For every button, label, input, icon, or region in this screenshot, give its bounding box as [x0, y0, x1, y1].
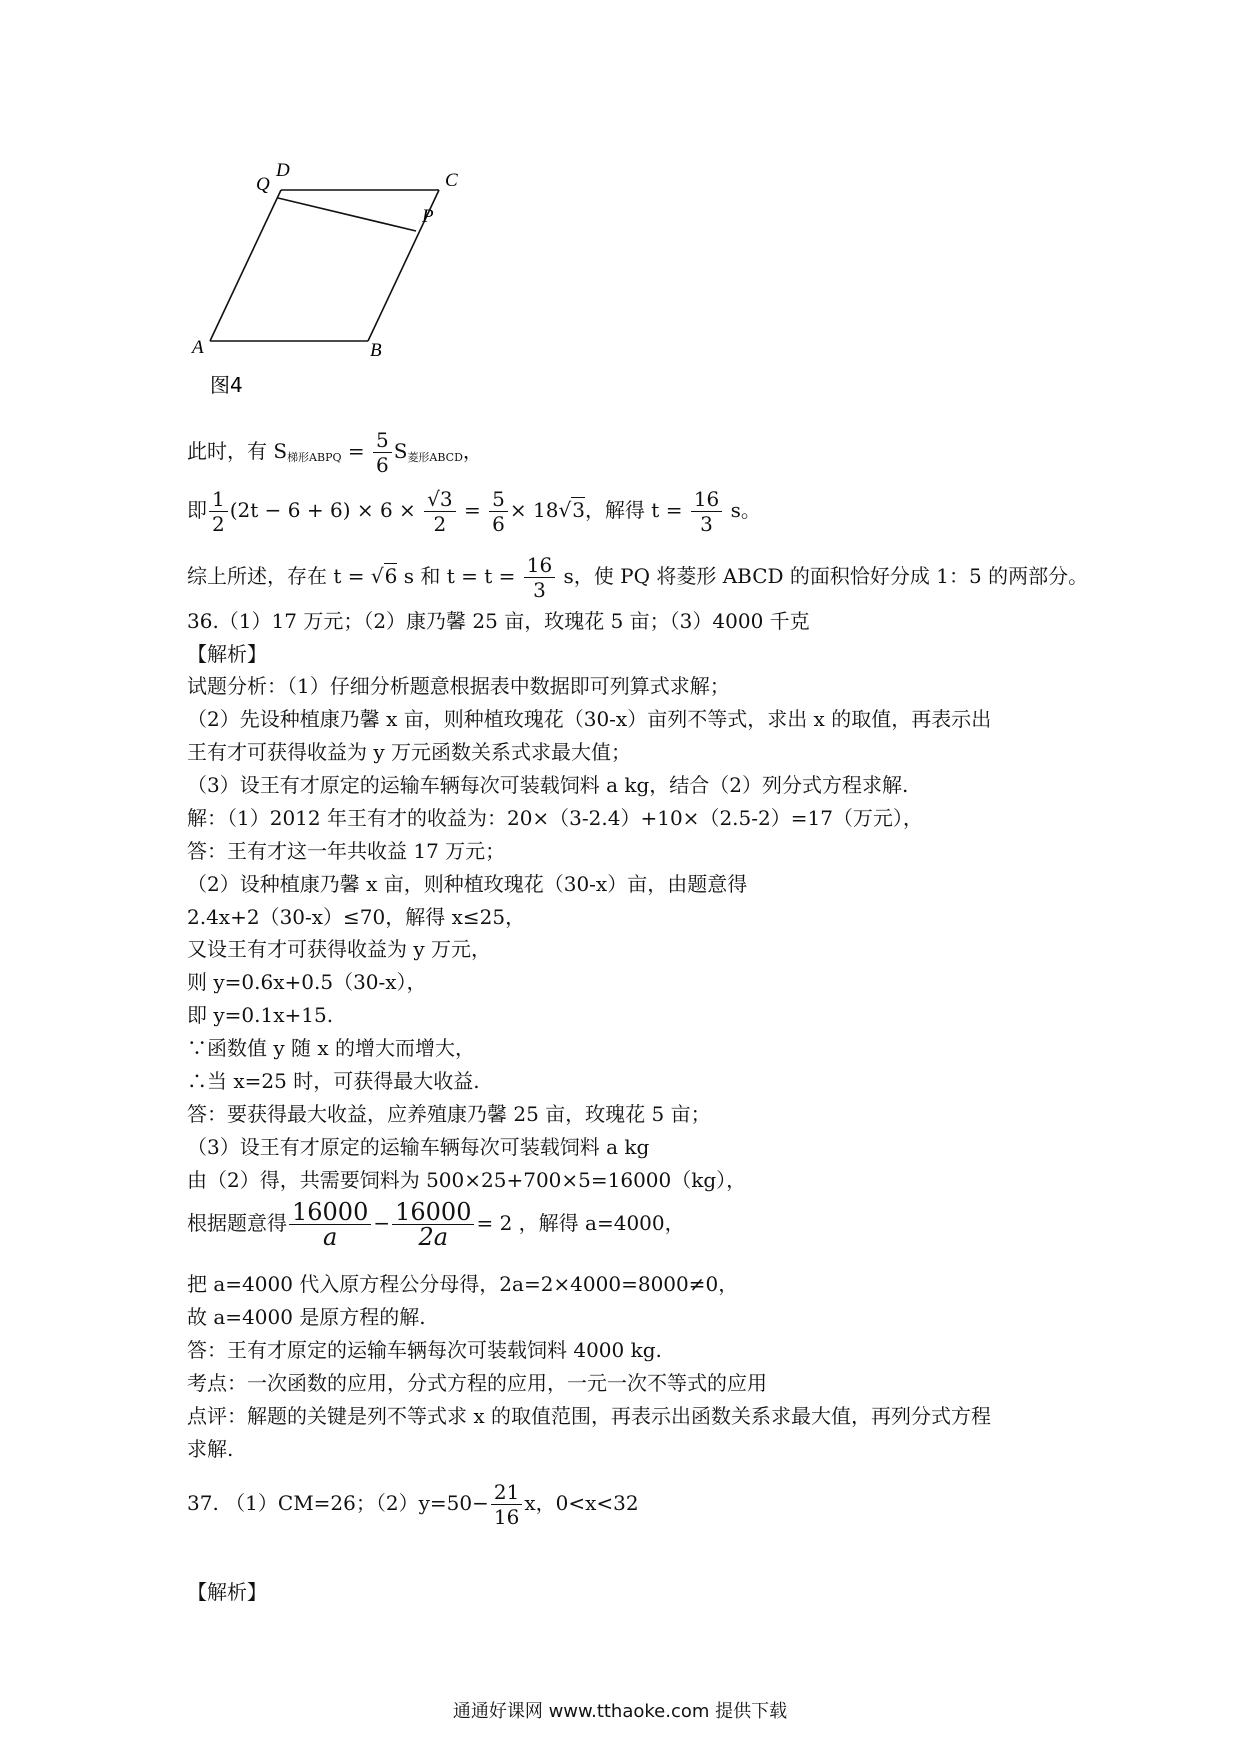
- text-line: 答：王有才原定的运输车辆每次可装载饲料 4000 kg.: [187, 1338, 662, 1362]
- sqrt: √3: [558, 498, 585, 522]
- text: s 和 t = t =: [403, 564, 516, 588]
- text: × 18: [509, 498, 559, 522]
- page-footer: 通通好课网 www.tthaoke.com 提供下载: [452, 1701, 788, 1722]
- text: ，解得 t =: [584, 498, 683, 522]
- text-line: 答：要获得最大收益，应养殖康乃馨 25 亩，玫瑰花 5 亩；: [187, 1102, 711, 1126]
- text-line: 解：（1）2012 年王有才的收益为：20×（3-2.4）+10×（2.5-2）=17（万元），: [187, 806, 923, 830]
- numerator: 16000: [392, 1200, 474, 1225]
- label-c: C: [445, 170, 458, 191]
- text: ，: [462, 439, 483, 463]
- label-p: P: [422, 206, 434, 227]
- text-line: 求解.: [187, 1437, 234, 1461]
- sqrt: √6: [370, 564, 398, 588]
- fraction: [209, 487, 228, 536]
- text-line: 故 a=4000 是原方程的解.: [187, 1305, 426, 1329]
- text-line: 王有才可获得收益为 y 万元函数关系式求最大值；: [187, 740, 632, 764]
- denominator: 6: [492, 512, 505, 536]
- text: s，使 PQ 将菱形 ABCD 的面积恰好分成 1：5 的两部分。: [563, 564, 1089, 588]
- text-line: ∴当 x=25 时，可获得最大收益.: [187, 1069, 480, 1093]
- denominator: a: [323, 1223, 338, 1251]
- text-line: 把 a=4000 代入原方程公分母得，2a=2×4000=8000≠0，: [187, 1272, 739, 1296]
- text-line: （3）设王有才原定的运输车辆每次可装载饲料 a kg: [187, 1135, 650, 1159]
- text: =: [347, 439, 365, 463]
- denominator: 2a: [418, 1223, 449, 1251]
- radicand: 3: [572, 498, 585, 522]
- numerator: 5: [489, 487, 508, 512]
- text: S: [393, 439, 408, 463]
- denominator: 3: [533, 578, 546, 602]
- fraction: [289, 1200, 371, 1249]
- answer-37: [187, 1480, 639, 1529]
- text: 即: [187, 498, 207, 522]
- radicand: 3: [439, 487, 453, 511]
- text: 37. （1）CM=26；（2）y=50−: [187, 1491, 489, 1515]
- analysis-heading: 【解析】: [187, 1580, 267, 1604]
- subscript: 菱形ABCD: [407, 451, 463, 464]
- text: x，0<x<32: [524, 1491, 639, 1515]
- text-line: （2）设种植康乃馨 x 亩，则种植玫瑰花（30-x）亩，由题意得: [187, 872, 748, 896]
- numerator: 16000: [289, 1200, 371, 1225]
- fraction: [373, 428, 392, 477]
- text: s。: [730, 498, 761, 522]
- text: −: [373, 1211, 391, 1235]
- fraction: [489, 487, 508, 536]
- numerator: 16: [524, 553, 555, 578]
- line-equation-t: [187, 487, 761, 536]
- text-line: 由（2）得，共需要饲料为 500×25+700×5=16000（kg），: [187, 1168, 747, 1192]
- text: 根据题意得: [187, 1211, 287, 1235]
- text: =: [464, 498, 481, 522]
- rhombus-figure: [180, 160, 520, 410]
- text: = 2 ，解得 a=4000，: [476, 1211, 685, 1235]
- numerator: 21: [491, 1480, 522, 1505]
- denominator: 16: [493, 1505, 520, 1529]
- label-d: D: [276, 160, 290, 181]
- text-line: 则 y=0.6x+0.5（30-x），: [187, 970, 427, 994]
- denominator: 2: [433, 512, 447, 536]
- denominator: 6: [376, 453, 389, 477]
- fraction: [392, 1200, 474, 1249]
- line-conclusion: [187, 553, 1088, 602]
- denominator: 3: [700, 512, 713, 536]
- text-line: （2）先设种植康乃馨 x 亩，则种植玫瑰花（30-x）亩列不等式，求出 x 的取值，再表示出: [187, 707, 992, 731]
- subscript: 梯形ABPQ: [287, 451, 342, 464]
- numerator: 1: [209, 487, 228, 512]
- figure-caption: 图4: [210, 373, 243, 397]
- text-line: （3）设王有才原定的运输车辆每次可装载饲料 a kg，结合（2）列分式方程求解.: [187, 773, 909, 797]
- text-line: ∵函数值 y 随 x 的增大而增大，: [187, 1036, 476, 1060]
- label-b: B: [370, 340, 382, 361]
- label-q: Q: [256, 174, 270, 195]
- text: 综上所述，存在 t =: [187, 564, 365, 588]
- text-line: 考点：一次函数的应用，分式方程的应用，一元一次不等式的应用: [187, 1371, 767, 1395]
- line-fraction-equation: [187, 1200, 685, 1249]
- text-line: 点评：解题的关键是列不等式求 x 的取值范围，再表示出函数关系求最大值，再列分式方程: [187, 1404, 991, 1428]
- radicand: 6: [384, 564, 398, 588]
- fraction: [524, 553, 555, 602]
- text-line: 2.4x+2（30-x）≤70，解得 x≤25，: [187, 905, 526, 929]
- fraction: [491, 1480, 522, 1529]
- line-area-relation: [187, 428, 483, 477]
- text-line: 又设王有才可获得收益为 y 万元，: [187, 937, 492, 961]
- numerator: 16: [691, 487, 722, 512]
- answer-36: 36.（1）17 万元；（2）康乃馨 25 亩，玫瑰花 5 亩；（3）4000 千克: [187, 609, 810, 633]
- label-a: A: [192, 337, 204, 358]
- text: (2t − 6 + 6) × 6 ×: [229, 498, 416, 522]
- numerator: 5: [373, 428, 392, 453]
- fraction: [691, 487, 722, 536]
- text-line: 答：王有才这一年共收益 17 万元；: [187, 839, 506, 863]
- denominator: 2: [212, 512, 225, 536]
- text-line: 即 y=0.1x+15.: [187, 1003, 334, 1027]
- side-da: [210, 190, 281, 341]
- fraction: [424, 487, 455, 536]
- analysis-heading: 【解析】: [187, 642, 267, 666]
- text: 此时，有 S: [187, 439, 288, 463]
- text-line: 试题分析：（1）仔细分析题意根据表中数据即可列算式求解；: [187, 674, 730, 698]
- numerator: √3: [424, 487, 455, 512]
- segment-pq: [278, 198, 416, 231]
